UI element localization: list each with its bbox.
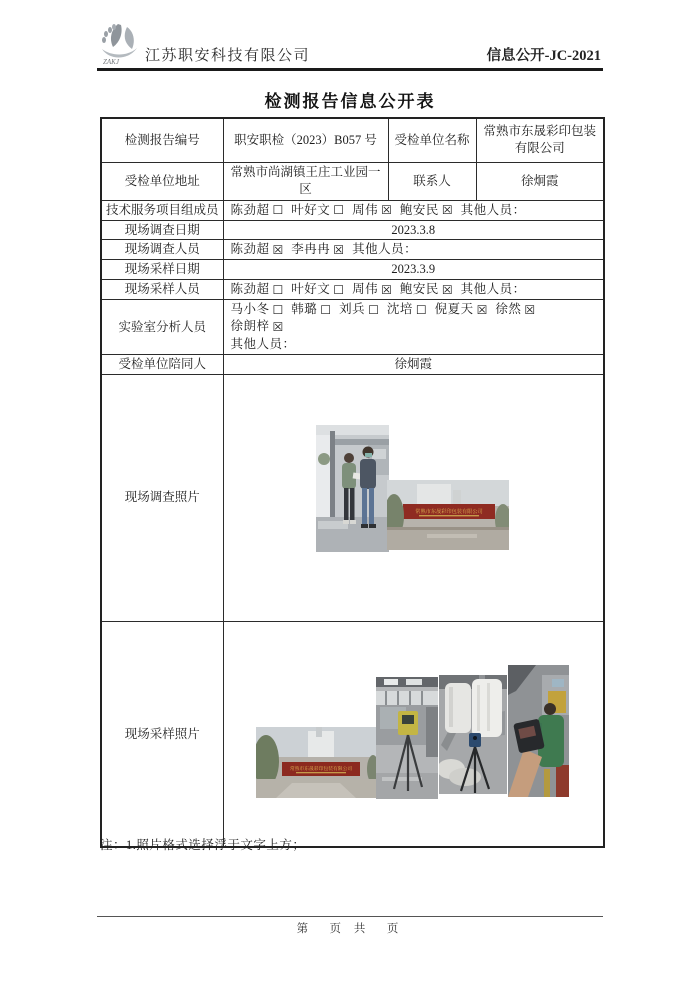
- sampling-photo-factory-gate: [256, 727, 376, 798]
- staff-option: [231, 203, 284, 217]
- survey-photo-factory-gate: [387, 480, 509, 550]
- checkbox-unchecked-icon: ☐: [368, 302, 379, 317]
- checkbox-checked-icon: ☒: [333, 242, 345, 257]
- lab-other-label: 其他人员：: [230, 336, 296, 351]
- sampling-photos-label: 现场采样照片: [101, 621, 223, 847]
- escort-label: 受检单位陪同人: [101, 354, 223, 374]
- checkbox-checked-icon: ☒: [272, 319, 284, 334]
- contact-value: 徐炯霞: [476, 162, 604, 200]
- checkbox-unchecked-icon: ☐: [333, 203, 345, 218]
- footer-rule: [97, 916, 603, 917]
- other-staff-label: 其他人员：: [352, 242, 418, 257]
- staff-option: [231, 242, 284, 256]
- staff-name: 叶好文: [291, 202, 331, 217]
- report-no-label: 检测报告编号: [101, 118, 223, 162]
- other-staff-label: 其他人员：: [460, 282, 526, 297]
- checkbox-unchecked-icon: ☐: [272, 282, 284, 297]
- table-row: [101, 280, 604, 300]
- staff-name: 韩璐: [291, 302, 318, 317]
- note-text: 注：1.照片格式选择浮于文字上方；: [100, 838, 306, 852]
- staff-option: [352, 203, 392, 217]
- staff-name: 陈劲超: [230, 282, 270, 297]
- report-info-table: [100, 117, 605, 848]
- staff-option: [400, 203, 453, 217]
- staff-option: [435, 302, 488, 316]
- survey-photo-inspectors: [316, 425, 389, 552]
- checkbox-unchecked-icon: ☐: [333, 282, 345, 297]
- staff-option: [291, 282, 344, 296]
- staff-option: [291, 203, 344, 217]
- sampling-photos: [224, 622, 604, 847]
- staff-name: 周伟: [352, 202, 379, 217]
- staff-name: 鲍安民: [399, 202, 439, 217]
- survey-staff-checklist: [223, 240, 604, 260]
- factory-banner-text: 常熟市东晟彩印包装有限公司: [289, 766, 352, 772]
- checkbox-checked-icon: ☒: [441, 282, 453, 297]
- staff-option: [339, 302, 379, 316]
- survey-date-value: 2023.3.8: [223, 220, 604, 240]
- footer-page-text: 第 页 共 页: [296, 923, 404, 935]
- sampling-date-label: 现场采样日期: [101, 260, 223, 280]
- table-row: [101, 260, 604, 280]
- staff-name: 陈劲超: [230, 202, 270, 217]
- lab-staff-cell: [223, 300, 604, 355]
- unit-name-value: 常熟市东晟彩印包装有限公司: [476, 118, 604, 162]
- unit-addr-label: 受检单位地址: [101, 162, 223, 200]
- staff-option: [400, 282, 453, 296]
- staff-name: 徐然: [495, 302, 522, 317]
- table-row: [101, 162, 604, 200]
- document-header: [97, 22, 603, 68]
- table-row: [101, 621, 604, 847]
- survey-staff-label: 现场调查人员: [101, 240, 223, 260]
- staff-option: [387, 302, 427, 316]
- team-checklist: [223, 200, 604, 220]
- checkbox-checked-icon: ☒: [441, 203, 453, 218]
- checkbox-checked-icon: ☒: [524, 302, 536, 317]
- survey-photos-cell: [223, 374, 604, 621]
- other-staff-label: 其他人员：: [460, 202, 526, 217]
- survey-photos: [224, 375, 604, 621]
- escort-value: 徐炯霞: [223, 354, 604, 374]
- checkbox-checked-icon: ☒: [272, 242, 284, 257]
- staff-name: 李冉冉: [291, 242, 331, 257]
- checkbox-unchecked-icon: ☐: [320, 302, 332, 317]
- sampling-date-value: 2023.3.9: [223, 260, 604, 280]
- staff-name: 周伟: [352, 282, 379, 297]
- sampling-photo-worker-device: [508, 665, 569, 797]
- sampling-photo-bag-hoppers: [439, 675, 507, 794]
- staff-option: [291, 242, 344, 256]
- header-company-name: 江苏职安科技有限公司: [145, 48, 311, 64]
- lab-staff-checklist: [231, 301, 600, 335]
- report-no-value: 职安职检（2023）B057 号: [223, 118, 388, 162]
- staff-option: [291, 302, 331, 316]
- table-row: [101, 354, 604, 374]
- checkbox-checked-icon: ☒: [381, 203, 392, 218]
- staff-name: 鲍安民: [399, 282, 439, 297]
- survey-photos-label: 现场调查照片: [101, 374, 223, 621]
- factory-banner-text: 常熟市东晟彩印包装有限公司: [414, 508, 483, 515]
- staff-option: [495, 302, 535, 316]
- table-row: [101, 300, 604, 355]
- table-row: [101, 374, 604, 621]
- checkbox-checked-icon: ☒: [381, 282, 392, 297]
- staff-name: 倪夏天: [434, 302, 474, 317]
- sampling-photo-sampler-tripod: [376, 677, 438, 799]
- staff-option: [231, 282, 284, 296]
- staff-option: [231, 302, 284, 316]
- unit-name-label: 受检单位名称: [388, 118, 476, 162]
- staff-option: [352, 282, 392, 296]
- sampling-staff-label: 现场采样人员: [101, 280, 223, 300]
- table-row: [101, 118, 604, 162]
- checkbox-unchecked-icon: ☐: [272, 203, 284, 218]
- checkbox-checked-icon: ☒: [476, 302, 488, 317]
- table-row: [101, 200, 604, 220]
- table-row: [101, 220, 604, 240]
- sampling-staff-checklist: [223, 280, 604, 300]
- staff-name: 刘兵: [339, 302, 366, 317]
- team-label: 技术服务项目组成员: [101, 200, 223, 220]
- staff-name: 沈培: [386, 302, 413, 317]
- logo-text: ZAKJ: [103, 58, 119, 66]
- header-doc-code: 信息公开-JC-2021: [486, 48, 601, 64]
- staff-name: 叶好文: [291, 282, 331, 297]
- company-logo-icon: [97, 22, 143, 66]
- staff-name: 马小冬: [230, 302, 270, 317]
- page-title: 检测报告信息公开表: [264, 92, 436, 111]
- staff-option: [231, 319, 284, 333]
- header-rule: [97, 68, 603, 71]
- table-row: [101, 240, 604, 260]
- survey-date-label: 现场调查日期: [101, 220, 223, 240]
- staff-name: 徐朗梓: [230, 319, 270, 333]
- lab-staff-label: 实验室分析人员: [101, 300, 223, 355]
- staff-name: 陈劲超: [230, 242, 270, 257]
- contact-label: 联系人: [388, 162, 476, 200]
- checkbox-unchecked-icon: ☐: [272, 302, 284, 317]
- checkbox-unchecked-icon: ☐: [415, 302, 427, 317]
- sampling-photos-cell: [223, 621, 604, 847]
- unit-addr-value: 常熟市尚湖镇王庄工业园一区: [223, 162, 388, 200]
